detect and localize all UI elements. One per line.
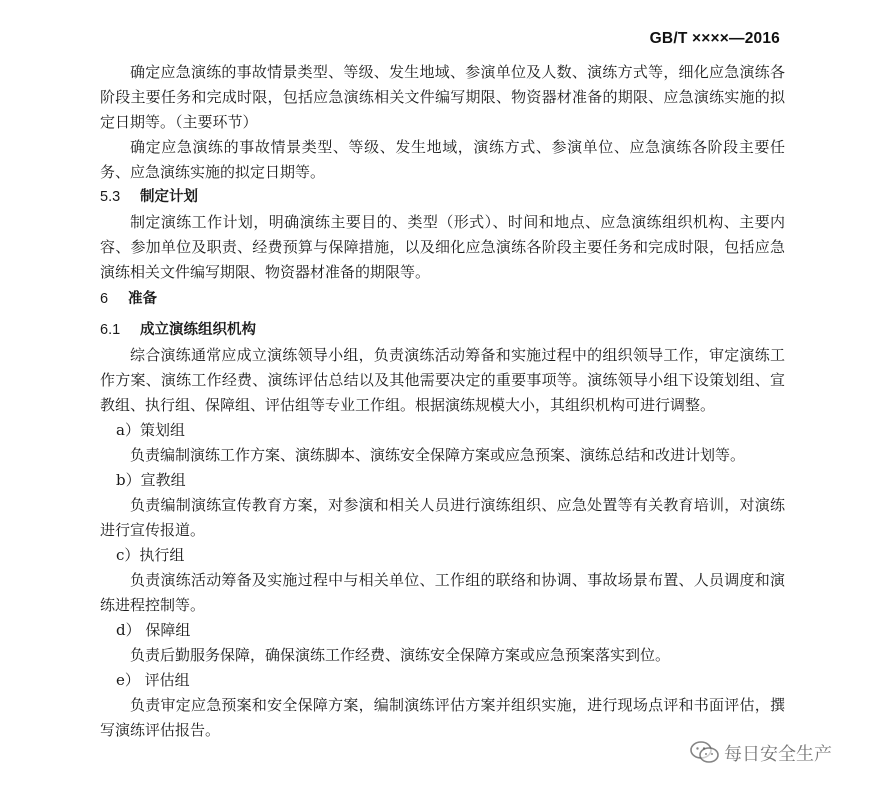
paragraph: 制定演练工作计划，明确演练主要目的、类型（形式）、时间和地点、应急演练组织机构、主要内容、参加单位及职责、经费预算与保障措施，以及细化应急演练各阶段主要任务和完成时限，包括应急演练相关文件编写期限、物资器材准备的期限等。 [100,213,785,281]
section-title: 制定计划 [140,189,198,205]
list-item-label: c）执行组 [116,546,185,564]
section-heading-6 [100,287,785,312]
watermark-text: 每日安全生产 [724,744,832,765]
watermark [690,740,832,766]
document-body [100,60,785,743]
section-number: 5.3 [100,189,121,205]
list-item-label: d） 保障组 [116,621,191,639]
list-item-label: b）宣教组 [116,471,186,489]
list-item-text: 负责编制演练工作方案、演练脚本、演练安全保障方案或应急预案、演练总结和改进计划等。 [130,446,746,464]
standard-code: GB/T ××××—2016 [649,30,780,47]
list-item-text: 负责后勤服务保障，确保演练工作经费、演练安全保障方案或应急预案落实到位。 [130,646,671,664]
section-title: 准备 [128,291,157,307]
wechat-icon [690,740,720,766]
list-item-text: 负责编制演练宣传教育方案，对参演和相关人员进行演练组织、应急处置等有关教育培训，对演练进行宣传报道。 [100,496,785,539]
list-item-text: 负责审定应急预案和安全保障方案，编制演练评估方案并组织实施，进行现场点评和书面评估，撰写演练评估报告。 [100,696,785,739]
paragraph: 确定应急演练的事故情景类型、等级、发生地域、参演单位及人数、演练方式等，细化应急演练各阶段主要任务和完成时限，包括应急演练相关文件编写期限、物资器材准备的期限、应急演练实施的拟定日期等。（主要环节） [100,63,785,131]
section-heading-6-1 [100,318,785,343]
section-number: 6.1 [100,322,121,338]
list-item-label: a）策划组 [116,421,185,439]
paragraph: 确定应急演练的事故情景类型、等级、发生地域，演练方式、参演单位、应急演练各阶段主要任务、应急演练实施的拟定日期等。 [100,138,785,181]
list-item-text: 负责演练活动筹备及实施过程中与相关单位、工作组的联络和协调、事故场景布置、人员调度和演练进程控制等。 [100,571,785,614]
paragraph: 综合演练通常应成立演练领导小组，负责演练活动筹备和实施过程中的组织领导工作，审定演练工作方案、演练工作经费、演练评估总结以及其他需要决定的重要事项等。演练领导小组下设策划组、宣教组、执行组、保障组、评估组等专业工作组。根据演练规模大小，其组织机构可进行调整。 [100,346,785,414]
section-number: 6 [100,291,109,307]
section-title: 成立演练组织机构 [140,322,256,338]
section-heading-5-3 [100,185,785,210]
list-item-label: e） 评估组 [116,671,190,689]
